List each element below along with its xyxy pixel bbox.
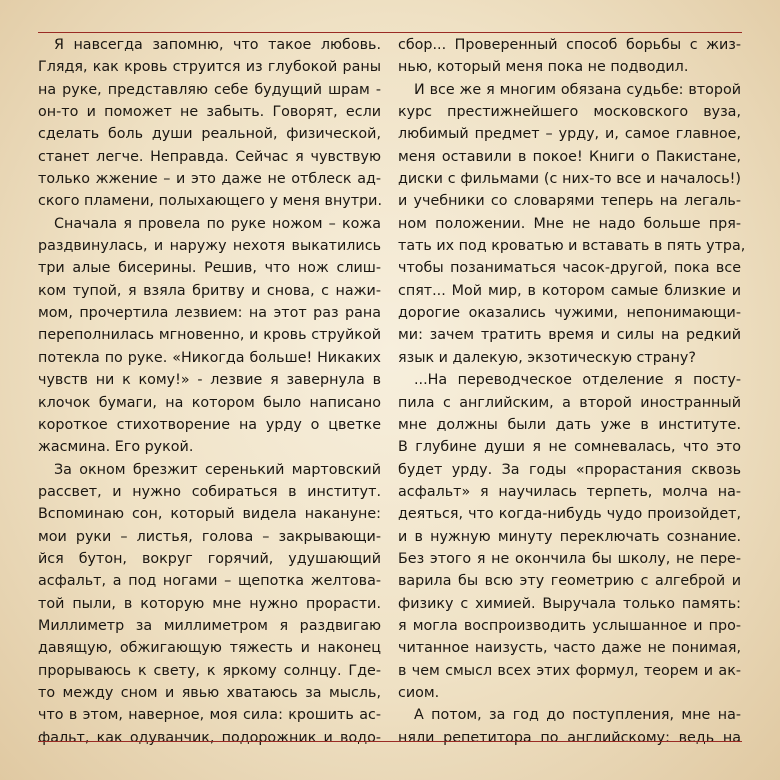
text-line: рассвет, и нужно собираться в институт. bbox=[38, 483, 381, 500]
text-line: йся бутон, вокруг горячий, удушающий bbox=[38, 550, 381, 567]
paragraph bbox=[38, 34, 381, 213]
paragraph bbox=[38, 213, 381, 459]
text-line: то между сном и явью хватаюсь за мысль, bbox=[38, 684, 381, 701]
text-line: и в нужную минуту переключать сознание. bbox=[398, 528, 741, 545]
text-line: ...На переводческое отделение я посту- bbox=[414, 372, 741, 389]
text-line: дорогие оказались чужими, непонимающи- bbox=[398, 305, 741, 322]
left-column bbox=[38, 34, 382, 746]
text-line: мне должны были дать уже в институте. bbox=[398, 416, 741, 433]
text-line: и учебники со словарями теперь на легаль- bbox=[398, 193, 741, 210]
text-line: той пыли, в которую мне нужно прорасти. bbox=[38, 595, 381, 612]
text-line: сделать боль души реальной, физической, bbox=[38, 126, 381, 143]
text-line: меня оставили в покое! Книги о Пакистане, bbox=[398, 148, 741, 165]
text-line: язык и далекую, экзотическую страну? bbox=[398, 349, 696, 366]
text-line: Без этого я не окончила бы школу, не пере- bbox=[398, 550, 741, 567]
text-line: Миллиметр за миллиметром я раздвигаю bbox=[38, 617, 381, 634]
text-line: пила с английским, а второй иностранный bbox=[398, 394, 741, 411]
text-line: чувств ни к кому!» - лезвие я завернула в bbox=[38, 372, 381, 389]
paragraph bbox=[398, 34, 741, 79]
text-line: физику с химией. Выручала только память: bbox=[398, 595, 741, 612]
text-line: раздвинулась, и наружу нехотя выкатились bbox=[38, 238, 381, 255]
text-line: нью, который меня пока не подводил. bbox=[398, 59, 689, 76]
text-line: потекла по руке. «Никогда больше! Никаких bbox=[38, 349, 381, 366]
text-line: мои руки – листья, голова – закрывающи- bbox=[38, 528, 381, 545]
bottom-rule bbox=[38, 741, 742, 742]
text-line: в чем смысл всех этих формул, теорем и ак- bbox=[398, 662, 741, 679]
text-line: сиом. bbox=[398, 684, 440, 701]
text-line: деяться, что когда-нибудь чудо произойдет, bbox=[398, 506, 741, 523]
text-line: станет легче. Неправда. Сейчас я чувствую bbox=[38, 148, 381, 165]
paragraph bbox=[398, 704, 741, 749]
text-line: ми: зачем тратить время и силы на редкий bbox=[398, 327, 741, 344]
text-line: спят... Мой мир, в котором самые близкие и bbox=[398, 282, 741, 299]
paragraph bbox=[38, 459, 381, 749]
text-line: на руке, представляю себе будущий шрам - bbox=[38, 81, 381, 98]
text-line: ского пламени, полыхающего у меня внутри. bbox=[38, 193, 382, 210]
text-line: мом, прочертила лезвием: на этот раз рана bbox=[38, 305, 381, 322]
text-line: жасмина. Его рукой. bbox=[38, 439, 194, 456]
top-rule bbox=[38, 32, 742, 33]
text-line: Сначала я провела по руке ножом – кожа bbox=[54, 215, 381, 232]
text-line: няли репетитора по английскому: ведь на bbox=[398, 729, 741, 746]
text-line: прорываюсь к свету, к яркому солнцу. Где- bbox=[38, 662, 381, 679]
text-line: только жжение – и это даже не отблеск ад- bbox=[38, 171, 381, 188]
text-line: диски с фильмами (с них-то все и началось!) bbox=[398, 171, 741, 188]
text-line: асфальт» я научилась терпеть, молча на- bbox=[398, 483, 741, 500]
text-line: что в этом, наверное, моя сила: крошить ас- bbox=[38, 707, 381, 724]
text-line: короткое стихотворение на урду о цветке bbox=[38, 416, 381, 433]
text-line: давящую, обжигающую тяжесть и наконец bbox=[38, 640, 381, 657]
text-line: курс престижнейшего московского вуза, bbox=[398, 104, 741, 121]
text-line: я могла воспроизводить услышанное и про- bbox=[398, 617, 741, 634]
text-line: Вспоминаю сон, который видела накануне: bbox=[38, 506, 381, 523]
text-line: Я навсегда запомню, что такое любовь. bbox=[54, 37, 381, 53]
text-line: тать их под кроватью и вставать в пять утра, bbox=[398, 238, 746, 255]
paragraph bbox=[398, 369, 741, 704]
text-line: чтобы позаниматься часок-другой, пока все bbox=[398, 260, 741, 277]
text-line: Глядя, как кровь струится из глубокой раны bbox=[38, 59, 381, 76]
text-line: он-то и поможет не забыть. Говорят, если bbox=[38, 104, 381, 121]
text-line: три алые бисерины. Решив, что нож слиш- bbox=[38, 260, 381, 277]
text-line: ном положении. Мне не надо больше пря- bbox=[398, 215, 741, 232]
text-line: За окном брезжит серенький мартовский bbox=[54, 461, 381, 478]
text-line: сбор... Проверенный способ борьбы с жиз- bbox=[398, 37, 741, 53]
text-line: любимый предмет – урду, и, самое главное, bbox=[398, 126, 741, 143]
text-line: А потом, за год до поступления, мне на- bbox=[414, 707, 741, 724]
text-line: асфальт, а под ногами – щепотка желтова- bbox=[38, 573, 381, 590]
right-column bbox=[398, 34, 746, 746]
text-line: клочок бумаги, на котором было написано bbox=[38, 394, 381, 411]
text-line: переполнилась мгновенно, и кровь струйкой bbox=[38, 327, 381, 344]
paragraph bbox=[398, 79, 746, 369]
text-line: ком тупой, я взяла бритву и снова, с нажи- bbox=[38, 282, 381, 299]
text-line: читанное наизусть, часто даже не понимая, bbox=[398, 640, 741, 657]
text-line: фальт, как одуванчик, подорожник и водо- bbox=[38, 729, 381, 746]
text-line: будет урду. За годы «прорастания сквозь bbox=[398, 461, 741, 478]
text-line: варила бы всю эту геометрию с алгеброй и bbox=[398, 573, 741, 590]
text-line: И все же я многим обязана судьбе: второй bbox=[414, 81, 741, 98]
text-line: В глубине души я не сомневалась, что это bbox=[398, 439, 741, 456]
